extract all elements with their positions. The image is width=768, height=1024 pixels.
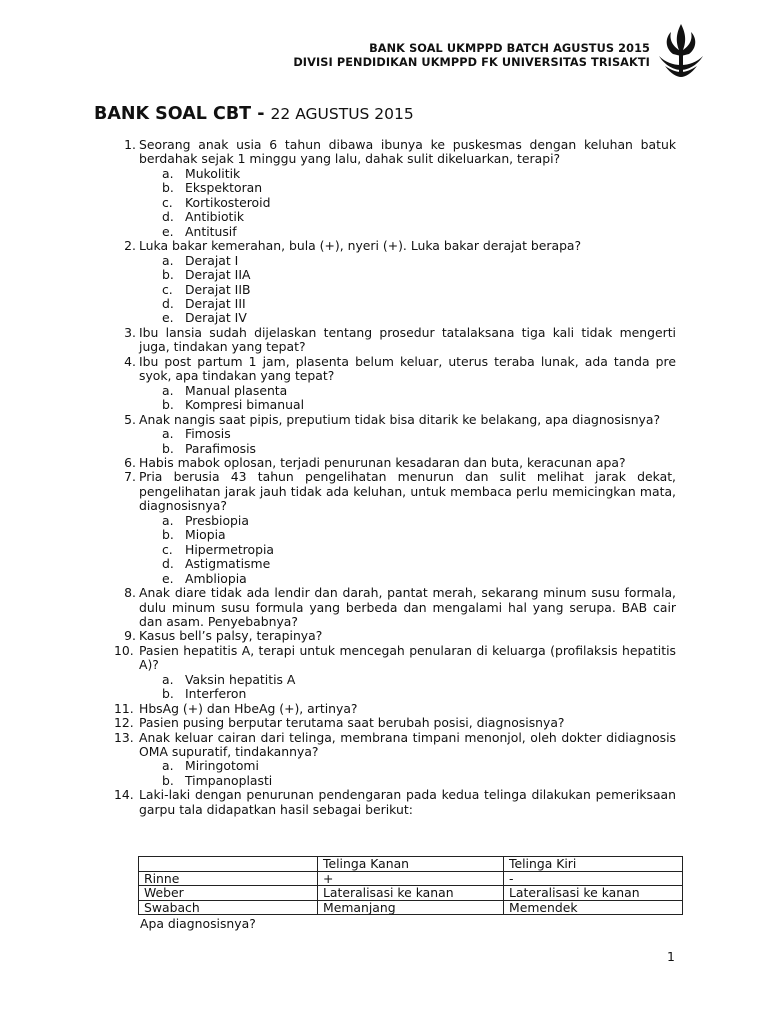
question-item bbox=[118, 413, 676, 427]
question-text: Pria berusia 43 tahun pengelihatan menurun dan sulit melihat jarak dekat, pengelihatan jarak jauh tidak ada keluhan, untuk membaca perlu memicingkan mata, diagnosisnya? bbox=[139, 469, 676, 514]
option-letter: b. bbox=[162, 686, 174, 702]
answer-option bbox=[118, 774, 676, 788]
table-cell: Memanjang bbox=[318, 900, 504, 915]
question-number: 5. bbox=[124, 411, 136, 427]
question-text: Luka bakar kemerahan, bula (+), nyeri (+). Luka bakar derajat berapa? bbox=[139, 238, 582, 254]
option-letter: d. bbox=[162, 295, 174, 311]
answer-option bbox=[118, 543, 676, 557]
option-letter: b. bbox=[162, 440, 174, 456]
answer-option bbox=[118, 196, 676, 210]
title-main: BANK SOAL CBT - bbox=[94, 104, 271, 124]
answer-option bbox=[118, 210, 676, 224]
question-item bbox=[118, 239, 676, 253]
option-letter: b. bbox=[162, 772, 174, 788]
answer-option bbox=[118, 225, 676, 239]
option-letter: d. bbox=[162, 556, 174, 572]
option-letter: a. bbox=[162, 512, 174, 528]
question-item bbox=[114, 700, 676, 716]
question-number: 4. bbox=[124, 353, 136, 369]
answer-option bbox=[118, 687, 676, 701]
question-text: Ibu lansia sudah dijelaskan tentang prosedur tatalaksana tiga kali tidak mengerti juga, tindakan yang tepat? bbox=[139, 324, 676, 355]
table-header-cell: Telinga Kiri bbox=[504, 857, 683, 872]
answer-option bbox=[118, 167, 676, 181]
option-text: Hipermetropia bbox=[185, 541, 274, 557]
answer-option bbox=[118, 572, 676, 586]
answer-option bbox=[118, 557, 676, 571]
option-text: Mukolitik bbox=[185, 165, 241, 181]
question-text: Seorang anak usia 6 tahun dibawa ibunya ke puskesmas dengan keluhan batuk berdahak sejak 1 minggu yang lalu, dahak sulit dikeluarkan, terapi? bbox=[139, 137, 676, 167]
option-letter: e. bbox=[162, 223, 174, 239]
answer-option bbox=[118, 297, 676, 311]
question-number: 12. bbox=[114, 715, 134, 731]
question-item bbox=[118, 629, 676, 643]
university-logo-icon bbox=[655, 22, 707, 80]
question-item bbox=[114, 715, 676, 731]
table-header-row bbox=[139, 857, 683, 872]
table-cell: + bbox=[318, 871, 504, 886]
option-text: Vaksin hepatitis A bbox=[185, 671, 296, 687]
option-text: Antibiotik bbox=[185, 209, 244, 225]
option-text: Derajat III bbox=[185, 295, 246, 311]
option-letter: b. bbox=[162, 397, 174, 413]
option-letter: a. bbox=[162, 758, 174, 774]
option-letter: d. bbox=[162, 209, 174, 225]
table-cell: Rinne bbox=[139, 871, 318, 886]
question-number: 8. bbox=[124, 585, 136, 601]
option-letter: c. bbox=[162, 194, 173, 210]
answer-option bbox=[118, 311, 676, 325]
table-cell: Lateralisasi ke kanan bbox=[318, 886, 504, 901]
question-item bbox=[114, 787, 676, 817]
answer-option bbox=[118, 528, 676, 542]
question-number: 6. bbox=[124, 454, 136, 470]
question-text: Anak keluar cairan dari telinga, membrana timpani menonjol, oleh dokter didiagnosis OMA supuratif, tindakannya? bbox=[139, 729, 676, 760]
document-header bbox=[293, 42, 650, 69]
question-item bbox=[118, 138, 676, 167]
question-item bbox=[118, 470, 676, 513]
answer-option bbox=[118, 673, 676, 687]
table-cell: Lateralisasi ke kanan bbox=[504, 886, 683, 901]
question-number: 10. bbox=[114, 642, 134, 658]
question-text: Pasien pusing berputar terutama saat berubah posisi, diagnosisnya? bbox=[139, 715, 565, 731]
question-number: 3. bbox=[124, 324, 136, 340]
table-cell: - bbox=[504, 871, 683, 886]
tuning-fork-table bbox=[138, 856, 683, 915]
table-header-cell bbox=[139, 857, 318, 872]
option-text: Fimosis bbox=[185, 426, 231, 442]
question-text: Ibu post partum 1 jam, plasenta belum keluar, uterus teraba lunak, ada tanda pre syok, apa tindakan yang tepat? bbox=[139, 353, 676, 384]
option-letter: c. bbox=[162, 541, 173, 557]
option-text: Parafimosis bbox=[185, 440, 257, 456]
table-cell: Memendek bbox=[504, 900, 683, 915]
option-text: Ekspektoran bbox=[185, 180, 263, 196]
question-item bbox=[118, 326, 676, 355]
table-row bbox=[139, 871, 683, 886]
question-text: Anak diare tidak ada lendir dan darah, pantat merah, sekarang minum susu formala, dulu minum susu formula yang berbeda dan mengalami hal yang serupa. BAB cair dan asam. Penyebabnya? bbox=[139, 585, 676, 629]
option-text: Miopia bbox=[185, 527, 226, 543]
question-text: Anak nangis saat pipis, preputium tidak bisa ditarik ke belakang, apa diagnosisnya? bbox=[139, 411, 661, 427]
option-text: Miringotomi bbox=[185, 758, 259, 774]
question-item bbox=[114, 729, 676, 760]
option-letter: b. bbox=[162, 527, 174, 543]
option-text: Derajat IIB bbox=[185, 281, 251, 297]
answer-option bbox=[118, 384, 676, 398]
answer-option bbox=[118, 268, 676, 282]
option-text: Presbiopia bbox=[185, 512, 249, 528]
option-letter: b. bbox=[162, 267, 174, 283]
option-letter: e. bbox=[162, 570, 174, 586]
answer-option bbox=[118, 181, 676, 195]
option-letter: e. bbox=[162, 310, 174, 326]
document-title bbox=[94, 104, 414, 124]
question-item bbox=[118, 586, 676, 629]
option-text: Derajat I bbox=[185, 252, 239, 268]
question-number: 14. bbox=[114, 787, 134, 803]
question-item bbox=[114, 642, 676, 673]
title-date: 22 AGUSTUS 2015 bbox=[270, 105, 414, 123]
table-cell: Weber bbox=[139, 886, 318, 901]
question-text: HbsAg (+) dan HbeAg (+), artinya? bbox=[139, 700, 358, 716]
header-line-2: DIVISI PENDIDIKAN UKMPPD FK UNIVERSITAS TRISAKTI bbox=[293, 55, 650, 69]
option-letter: c. bbox=[162, 281, 173, 297]
follow-up-question: Apa diagnosisnya? bbox=[140, 916, 256, 931]
answer-option bbox=[118, 442, 676, 456]
table-row bbox=[139, 886, 683, 901]
question-number: 13. bbox=[114, 729, 134, 745]
table-row bbox=[139, 900, 683, 915]
question-number: 1. bbox=[124, 137, 136, 152]
answer-option bbox=[118, 514, 676, 528]
option-text: Derajat IV bbox=[185, 310, 247, 326]
option-text: Manual plasenta bbox=[185, 382, 288, 398]
answer-option bbox=[118, 254, 676, 268]
option-text: Derajat IIA bbox=[185, 267, 251, 283]
option-letter: a. bbox=[162, 252, 174, 268]
question-text: Pasien hepatitis A, terapi untuk mencegah penularan di keluarga (profilaksis hepatitis A)? bbox=[139, 642, 676, 673]
table-header-cell: Telinga Kanan bbox=[318, 857, 504, 872]
answer-option bbox=[118, 398, 676, 412]
option-letter: a. bbox=[162, 671, 174, 687]
option-text: Astigmatisme bbox=[185, 556, 271, 572]
option-letter: a. bbox=[162, 165, 174, 181]
option-text: Kortikosteroid bbox=[185, 194, 271, 210]
question-number: 2. bbox=[124, 238, 136, 254]
question-item bbox=[118, 355, 676, 384]
table-cell: Swabach bbox=[139, 900, 318, 915]
question-list bbox=[114, 137, 676, 817]
question-text: Laki-laki dengan penurunan pendengaran pada kedua telinga dilakukan pemeriksaan garpu tala didapatkan hasil sebagai berikut: bbox=[139, 787, 676, 817]
answer-option bbox=[118, 759, 676, 773]
question-number: 7. bbox=[124, 469, 136, 485]
answer-option bbox=[118, 283, 676, 297]
option-text: Timpanoplasti bbox=[185, 772, 273, 788]
option-letter: b. bbox=[162, 180, 174, 196]
answer-option bbox=[118, 427, 676, 441]
option-letter: a. bbox=[162, 382, 174, 398]
question-item bbox=[118, 456, 676, 470]
option-text: Ambliopia bbox=[185, 570, 247, 586]
header-line-1: BANK SOAL UKMPPD BATCH AGUSTUS 2015 bbox=[369, 42, 650, 55]
option-text: Antitusif bbox=[185, 223, 237, 239]
option-text: Interferon bbox=[185, 686, 247, 702]
question-number: 9. bbox=[124, 628, 136, 644]
question-text: Kasus bell’s palsy, terapinya? bbox=[139, 628, 323, 644]
question-text: Habis mabok oplosan, terjadi penurunan kesadaran dan buta, keracunan apa? bbox=[139, 454, 626, 470]
option-letter: a. bbox=[162, 426, 174, 442]
option-text: Kompresi bimanual bbox=[185, 397, 305, 413]
question-number: 11. bbox=[114, 700, 134, 716]
page-number: 1 bbox=[667, 949, 675, 964]
